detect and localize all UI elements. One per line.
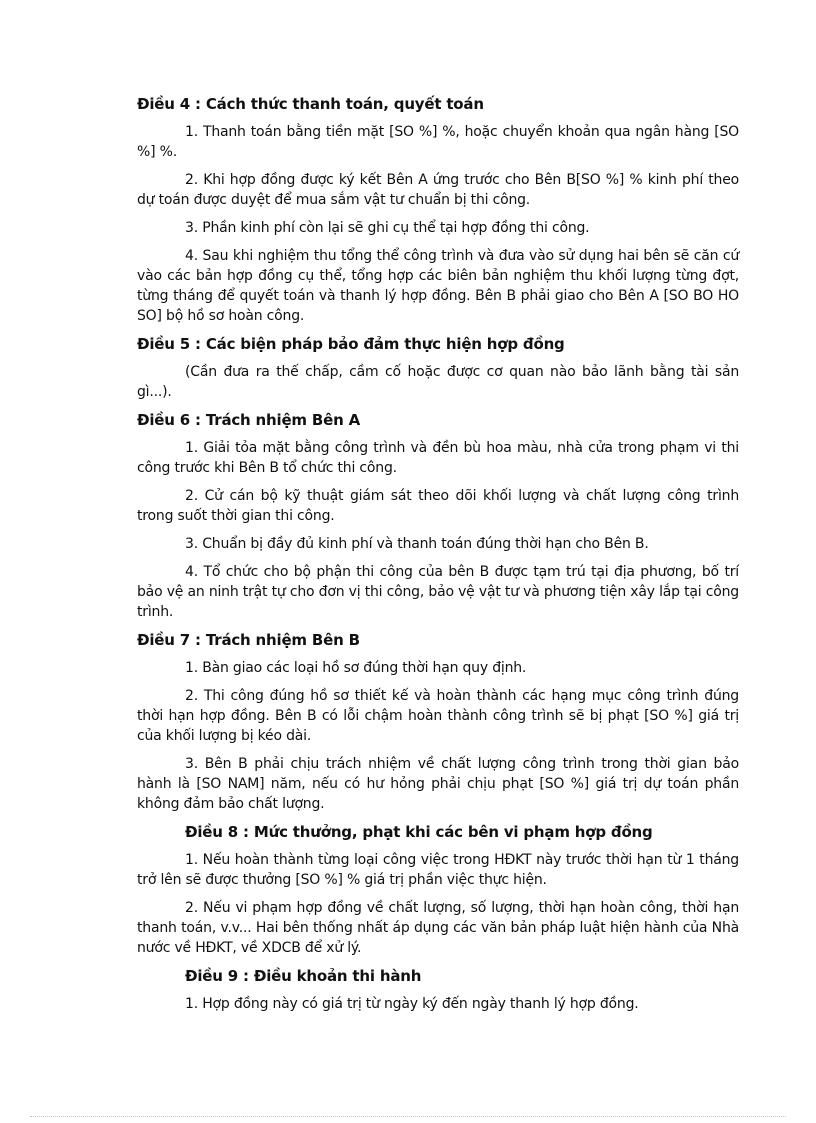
paragraph: 2. Cử cán bộ kỹ thuật giám sát theo dõi khối lượng và chất lượng công trình trong suốt thời gian thi công. <box>137 488 739 524</box>
paragraph: 3. Bên B phải chịu trách nhiệm về chất lượng công trình trong thời gian bảo hành là [SO NAM] năm, nếu có hư hỏng phải chịu phạt [SO %] giá trị dự toán phần không đảm bảo chất lượng. <box>137 756 739 812</box>
paragraph: 3. Chuẩn bị đầy đủ kinh phí và thanh toán đúng thời hạn cho Bên B. <box>185 536 649 552</box>
paragraph: 2. Nếu vi phạm hợp đồng về chất lượng, số lượng, thời hạn hoàn công, thời hạn thanh toán, v.v... Hai bên thống nhất áp dụng các văn bản pháp luật hiện hành của Nhà nước về HĐKT, về XDCB để xử lý. <box>137 900 739 956</box>
section-heading: Điều 7 : Trách nhiệm Bên B <box>137 631 360 649</box>
paragraph: 4. Sau khi nghiệm thu tổng thể công trình và đưa vào sử dụng hai bên sẽ căn cứ vào các bản hợp đồng cụ thể, tổng hợp các biên bản nghiệm thu khối lượng từng đợt, từng tháng để quyết toán và thanh lý hợp đồng. Bên B phải giao cho Bên A [SO BO HO SO] bộ hồ sơ hoàn công. <box>137 248 739 324</box>
section-dieu-5 <box>137 334 739 402</box>
paragraph: 2. Khi hợp đồng được ký kết Bên A ứng trước cho Bên B[SO %] % kinh phí theo dự toán được duyệt để mua sắm vật tư chuẩn bị thi công. <box>137 172 739 208</box>
section-heading: Điều 8 : Mức thưởng, phạt khi các bên vi phạm hợp đồng <box>185 823 653 841</box>
section-dieu-7 <box>137 630 739 814</box>
paragraph: 1. Giải tỏa mặt bằng công trình và đền bù hoa màu, nhà cửa trong phạm vi thi công trước khi Bên B tổ chức thi công. <box>137 440 739 476</box>
paragraph: (Cần đưa ra thế chấp, cầm cố hoặc được cơ quan nào bảo lãnh bằng tài sản gì...). <box>137 364 739 400</box>
section-heading: Điều 6 : Trách nhiệm Bên A <box>137 411 361 429</box>
paragraph: 2. Thi công đúng hồ sơ thiết kế và hoàn thành các hạng mục công trình đúng thời hạn hợp đồng. Bên B có lỗi chậm hoàn thành công trình sẽ bị phạt [SO %] giá trị của khối lượng bị kéo dài. <box>137 688 739 744</box>
page-bottom-divider <box>30 1116 786 1117</box>
section-dieu-6 <box>137 410 739 622</box>
paragraph: 1. Bàn giao các loại hồ sơ đúng thời hạn quy định. <box>185 660 527 676</box>
paragraph: 4. Tổ chức cho bộ phận thi công của bên B được tạm trú tại địa phương, bố trí bảo vệ an ninh trật tự cho đơn vị thi công, bảo vệ vật tư và phương tiện xây lắp tại công trình. <box>137 564 739 620</box>
paragraph: 1. Hợp đồng này có giá trị từ ngày ký đến ngày thanh lý hợp đồng. <box>185 996 639 1012</box>
section-heading: Điều 4 : Cách thức thanh toán, quyết toán <box>137 95 484 113</box>
section-dieu-9 <box>137 966 739 1014</box>
section-dieu-8 <box>137 822 739 958</box>
paragraph: 1. Nếu hoàn thành từng loại công việc trong HĐKT này trước thời hạn từ 1 tháng trở lên sẽ được thưởng [SO %] % giá trị phần việc thực hiện. <box>137 852 739 888</box>
section-dieu-4 <box>137 94 739 326</box>
section-heading: Điều 9 : Điều khoản thi hành <box>185 967 422 985</box>
paragraph: 3. Phần kinh phí còn lại sẽ ghi cụ thể tại hợp đồng thi công. <box>185 220 590 236</box>
section-heading: Điều 5 : Các biện pháp bảo đảm thực hiện hợp đồng <box>137 335 565 353</box>
paragraph: 1. Thanh toán bằng tiền mặt [SO %] %, hoặc chuyển khoản qua ngân hàng [SO %] %. <box>137 124 739 160</box>
document-body <box>137 94 739 1022</box>
